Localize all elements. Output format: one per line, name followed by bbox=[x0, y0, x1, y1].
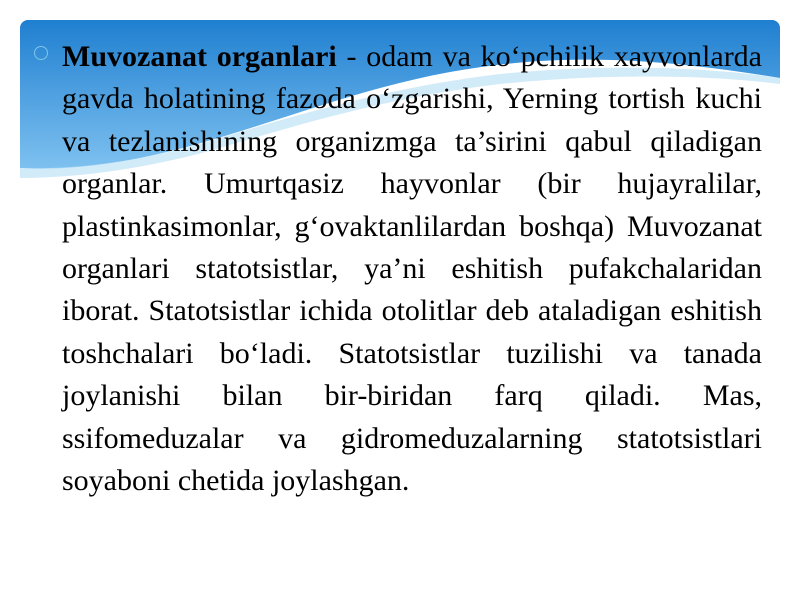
body-text: - odam va ko‘pchilik xayvonlarda gavda holatining fazoda o‘zgarishi, Yerning tortish kuchi va tezlanishining organizmga ta’sirini qabul qiladigan organlar. Umurtqasiz hayvonlar (bir hujayralilar, plastinkasimonlar, g‘ovaktanlilardan boshqa) Muvozanat organlari statotsistlar, ya’ni eshitish pufakchalaridan iborat. Statotsistlar ichida otolitlar deb ataladigan eshitish toshchalari bo‘ladi. Statotsistlar tuzilishi va tanada joylanishi bilan bir-biridan farq qiladi. Mas, ssifomeduzalar va gidromeduzalarning statotsistlari soyaboni chetida joylashgan. bbox=[62, 40, 762, 498]
term-heading: Muvozanat organlari bbox=[62, 40, 337, 73]
bullet-icon bbox=[34, 46, 48, 60]
body-paragraph bbox=[62, 36, 762, 502]
